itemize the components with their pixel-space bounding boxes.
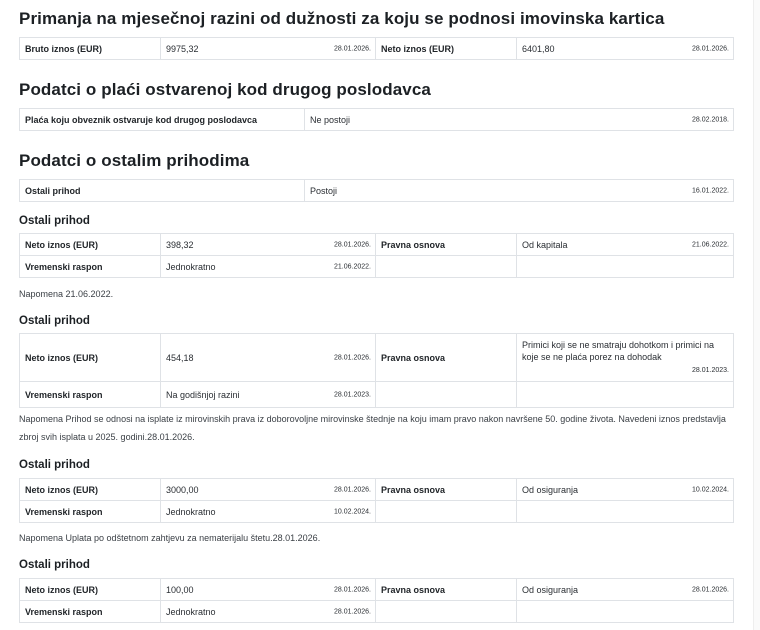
bruto-date: 28.01.2026. xyxy=(334,45,371,52)
empty-cell xyxy=(517,501,734,523)
neto-date: 28.01.2026. xyxy=(334,241,371,248)
osnova-value: Od osiguranja xyxy=(522,484,579,495)
bruto-value: 9975,32 xyxy=(166,43,199,54)
placa-label: Plaća koju obveznik ostvaruje kod drugog poslodavca xyxy=(20,109,305,131)
income-heading: Ostali prihod xyxy=(19,215,90,227)
income-note: Napomena Uplata po odštetnom zahtjevu za nematerijalu štetu.28.01.2026. xyxy=(19,533,321,543)
raspon-value: Na godišnjoj razini xyxy=(166,389,240,400)
neto-label: Neto iznos (EUR) xyxy=(376,38,517,60)
raspon-date: 28.01.2026. xyxy=(334,608,371,615)
neto-value-cell xyxy=(161,579,376,601)
income-table xyxy=(19,233,734,278)
neto-label: Neto iznos (EUR) xyxy=(20,334,161,382)
raspon-date: 21.06.2022. xyxy=(334,263,371,270)
ostali-date: 16.01.2022. xyxy=(692,187,729,194)
osnova-value-cell xyxy=(517,334,734,382)
neto-date: 28.01.2026. xyxy=(692,45,729,52)
neto-date: 28.01.2026. xyxy=(334,354,371,361)
neto-value-cell xyxy=(517,38,734,60)
neto-value: 6401,80 xyxy=(522,43,555,54)
raspon-value-cell xyxy=(161,601,376,623)
raspon-date: 28.01.2023. xyxy=(334,391,371,398)
osnova-date: 10.02.2024. xyxy=(692,486,729,493)
section-title-primanja: Primanja na mjesečnoj razini od dužnosti za koju se podnosi imovinska kartica xyxy=(19,9,665,28)
osnova-label: Pravna osnova xyxy=(376,479,517,501)
osnova-value-cell xyxy=(517,579,734,601)
raspon-label: Vremenski raspon xyxy=(20,382,161,408)
ostali-value: Postoji xyxy=(310,185,338,196)
placa-value-cell xyxy=(305,109,734,131)
raspon-value-cell xyxy=(161,501,376,523)
osnova-label: Pravna osnova xyxy=(376,579,517,601)
raspon-date: 10.02.2024. xyxy=(334,508,371,515)
empty-cell xyxy=(517,601,734,623)
primanja-table xyxy=(19,37,734,60)
income-table xyxy=(19,578,734,623)
osnova-date: 28.01.2026. xyxy=(692,586,729,593)
bruto-value-cell xyxy=(161,38,376,60)
income-note: Napomena 21.06.2022. xyxy=(19,289,114,299)
neto-label: Neto iznos (EUR) xyxy=(20,479,161,501)
raspon-value: Jednokratno xyxy=(166,506,216,517)
empty-cell xyxy=(517,256,734,278)
osnova-value: Primici koji se ne smatraju dohotkom i primici na koje se ne plaća porez na dohodak xyxy=(522,340,715,362)
neto-date: 28.01.2026. xyxy=(334,486,371,493)
ostali-label: Ostali prihod xyxy=(20,180,305,202)
placa-value: Ne postoji xyxy=(310,114,351,125)
income-heading: Ostali prihod xyxy=(19,459,90,471)
neto-value: 100,00 xyxy=(166,584,194,595)
income-table xyxy=(19,333,734,408)
neto-value-cell xyxy=(161,479,376,501)
osnova-value-cell xyxy=(517,479,734,501)
neto-label: Neto iznos (EUR) xyxy=(20,234,161,256)
raspon-label: Vremenski raspon xyxy=(20,256,161,278)
neto-value: 398,32 xyxy=(166,239,194,250)
osnova-label: Pravna osnova xyxy=(376,234,517,256)
empty-cell xyxy=(376,382,517,408)
placa-date: 28.02.2018. xyxy=(692,116,729,123)
neto-value-cell xyxy=(161,234,376,256)
section-title-ostali: Podatci o ostalim prihodima xyxy=(19,151,250,170)
income-note: Napomena Prihod se odnosi na isplate iz mirovinskih prava iz doborovoljne mirovinske štednje na koju imam pravo nakon navršene 50. godine života. Navedeni iznos predstavlja zbroj svih isplata u 2025. godini.28.01.2026. xyxy=(19,414,726,442)
osnova-date: 21.06.2022. xyxy=(692,241,729,248)
income-heading: Ostali prihod xyxy=(19,559,90,571)
neto-value-cell xyxy=(161,334,376,382)
empty-cell xyxy=(376,601,517,623)
bruto-label: Bruto iznos (EUR) xyxy=(20,38,161,60)
vertical-scrollbar[interactable] xyxy=(753,0,760,630)
empty-cell xyxy=(376,501,517,523)
raspon-value-cell xyxy=(161,256,376,278)
income-heading: Ostali prihod xyxy=(19,315,90,327)
raspon-label: Vremenski raspon xyxy=(20,501,161,523)
raspon-value: Jednokratno xyxy=(166,606,216,617)
neto-label: Neto iznos (EUR) xyxy=(20,579,161,601)
osnova-value: Od osiguranja xyxy=(522,584,579,595)
placa-table xyxy=(19,108,734,131)
raspon-value: Jednokratno xyxy=(166,261,216,272)
ostali-summary-table xyxy=(19,179,734,202)
neto-value: 454,18 xyxy=(166,352,194,363)
neto-date: 28.01.2026. xyxy=(334,586,371,593)
neto-value: 3000,00 xyxy=(166,484,199,495)
income-table xyxy=(19,478,734,523)
raspon-label: Vremenski raspon xyxy=(20,601,161,623)
empty-cell xyxy=(376,256,517,278)
empty-cell xyxy=(517,382,734,408)
osnova-value: Od kapitala xyxy=(522,239,568,250)
section-title-placa: Podatci o plaći ostvarenoj kod drugog poslodavca xyxy=(19,80,431,99)
osnova-label: Pravna osnova xyxy=(376,334,517,382)
raspon-value-cell xyxy=(161,382,376,408)
osnova-date: 28.01.2023. xyxy=(692,367,729,374)
ostali-value-cell xyxy=(305,180,734,202)
osnova-value-cell xyxy=(517,234,734,256)
